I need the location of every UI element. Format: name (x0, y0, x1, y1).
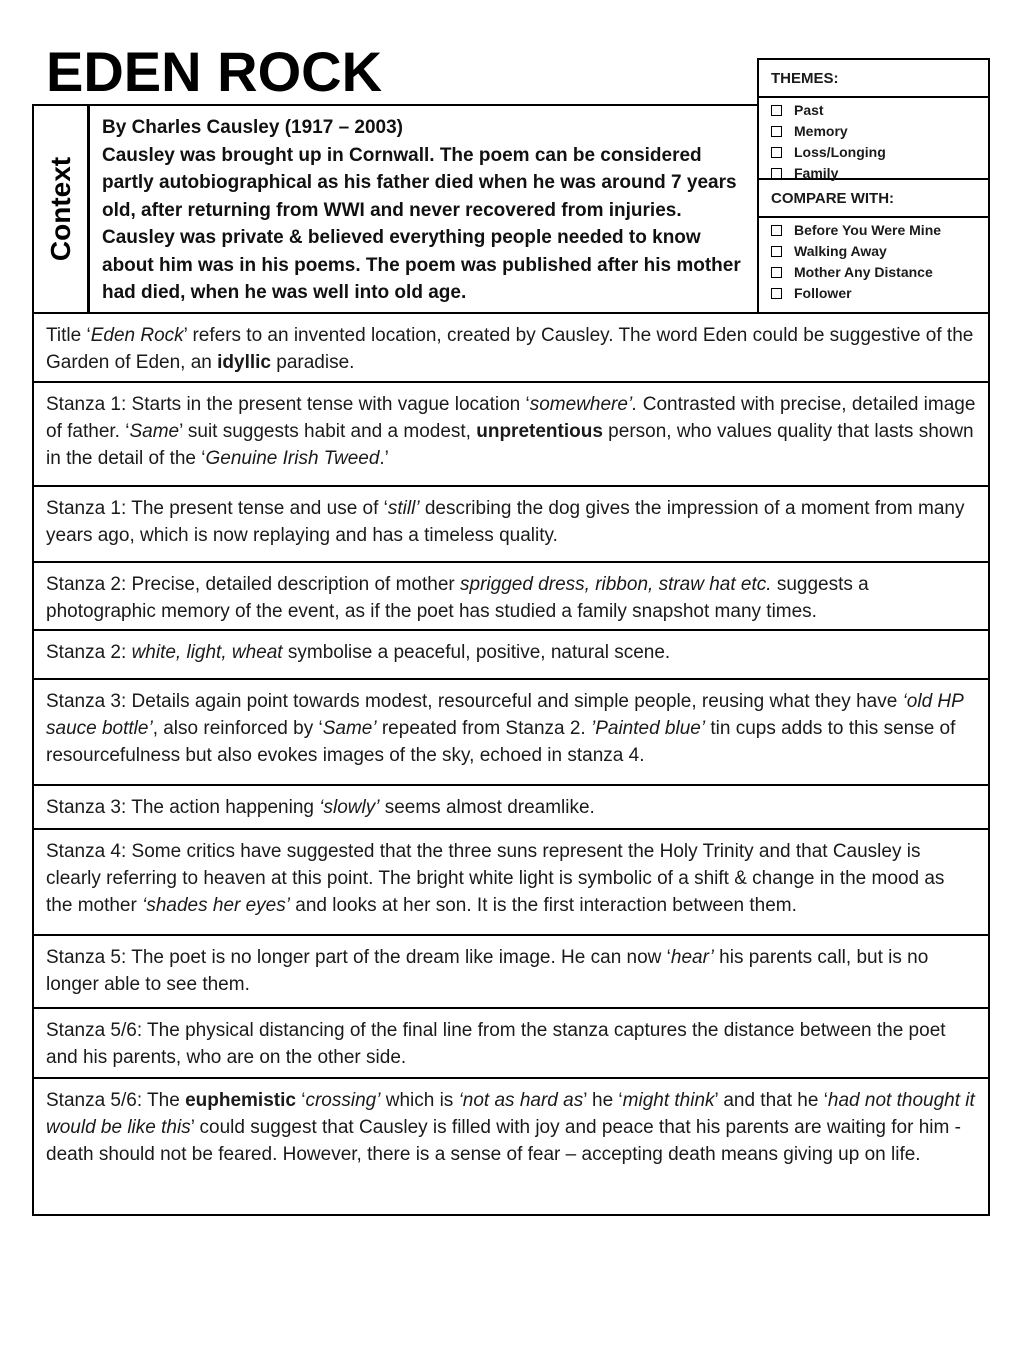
context-label: Context (44, 156, 76, 262)
note-row (34, 936, 988, 1009)
note-text: seems almost dreamlike. (379, 797, 595, 818)
theme-item (771, 121, 988, 142)
note-text: Stanza 5/6: The physical distancing of the final line from the stanza captures the distance between the poet and his parents, who are on the other side. (46, 1020, 951, 1068)
note-emphasis: ‘slowly’ (319, 797, 380, 818)
theme-item (771, 142, 988, 163)
note-text: .’ (379, 448, 389, 469)
note-text: repeated from Stanza 2. (376, 718, 591, 739)
note-text: ’ could suggest that Causley is filled with joy and peace that his parents are waiting for him - death should not be feared. However, there is a sense of fear – accepting death means giving up on life. (46, 1117, 967, 1165)
notes-table (32, 312, 990, 1216)
note-text: his parents call, but is no longer able to see them. (46, 947, 934, 995)
checkbox-icon (771, 225, 782, 236)
note-emphasis: crossing’ (305, 1090, 381, 1111)
note-emphasis: still’ (387, 498, 420, 519)
note-row (34, 1009, 988, 1079)
checkbox-icon (771, 267, 782, 278)
note-row (34, 830, 988, 936)
compare-label: Mother Any Distance (794, 264, 933, 280)
note-emphasis: hear’ (670, 947, 714, 968)
compare-item (771, 262, 988, 283)
note-text: symbolise a peaceful, positive, natural scene. (282, 642, 671, 663)
checkbox-icon (771, 126, 782, 137)
note-text: person, who values quality that lasts shown in the detail of the ‘ (46, 421, 979, 469)
note-emphasis: Same (129, 421, 180, 442)
note-row (34, 487, 988, 563)
note-text: Contrasted with precise, detailed image of father. ‘ (46, 394, 981, 442)
compare-label: Before You Were Mine (794, 222, 942, 238)
themes-heading: THEMES: (759, 60, 988, 98)
note-emphasis: ‘not as hard as (458, 1090, 584, 1111)
theme-label: Loss/Longing (794, 144, 886, 160)
note-emphasis: Same’ (322, 718, 377, 739)
note-emphasis: might think (622, 1090, 715, 1111)
context-box (88, 104, 759, 312)
note-text: ’ and that he ‘ (714, 1090, 828, 1111)
note-emphasis: ‘shades her eyes’ (142, 895, 290, 916)
note-text: Stanza 3: Details again point towards modest, resourceful and simple people, reusing what they have (46, 691, 903, 712)
note-text: ’ refers to an invented location, created by Causley. The word Eden could be suggestive of the Garden of Eden, an (46, 325, 979, 373)
checkbox-icon (771, 147, 782, 158)
checkbox-icon (771, 105, 782, 116)
note-text: Stanza 2: (46, 642, 132, 663)
note-text: Stanza 3: The action happening (46, 797, 320, 818)
note-emphasis: had not thought it would be like this (46, 1090, 981, 1138)
compare-label: Follower (794, 285, 852, 301)
note-text: Stanza 5: The poet is no longer part of the dream like image. He can now ‘ (46, 947, 671, 968)
note-text: ’ suit suggests habit and a modest, (179, 421, 477, 442)
note-emphasis: ’Painted blue’ (590, 718, 706, 739)
note-row (34, 383, 988, 487)
theme-label: Past (794, 102, 824, 118)
compare-label: Walking Away (794, 243, 887, 259)
note-row (34, 631, 988, 680)
note-text: , also reinforced by ‘ (152, 718, 323, 739)
note-row (34, 314, 988, 383)
note-text: Stanza 1: The present tense and use of ‘ (46, 498, 388, 519)
note-text: Stanza 5/6: The (46, 1090, 186, 1111)
note-text: ‘ (295, 1090, 306, 1111)
theme-label: Memory (794, 123, 848, 139)
note-keyword: euphemistic (185, 1090, 296, 1111)
note-text: describing the dog gives the impression of a moment from many years ago, which is now replaying and has a timeless quality. (46, 498, 970, 546)
note-keyword: idyllic (217, 352, 271, 373)
sidebar-panel (757, 58, 990, 312)
note-emphasis: white, light, wheat (131, 642, 283, 663)
checkbox-icon (771, 288, 782, 299)
context-label-box (32, 104, 89, 312)
note-row (34, 563, 988, 631)
note-text: Stanza 4: Some critics have suggested that the three suns represent the Holy Trinity and that Causley is clearly referring to heaven at this point. The bright white light is symbolic of a shift & change in the mood as the mother (46, 841, 950, 916)
note-text: tin cups adds to this sense of resourcefulness but also evokes images of the sky, echoed in stanza 4. (46, 718, 961, 766)
note-row (34, 1079, 988, 1216)
note-text: ’ he ‘ (583, 1090, 623, 1111)
note-emphasis: somewhere’. (529, 394, 638, 415)
context-byline: By Charles Causley (1917 – 2003) (102, 117, 404, 138)
note-emphasis: Eden Rock (90, 325, 184, 346)
checkbox-icon (771, 168, 782, 179)
note-text: paradise. (270, 352, 355, 373)
note-keyword: unpretentious (476, 421, 603, 442)
note-text: which is (380, 1090, 459, 1111)
context-text: Causley was brought up in Cornwall. The poem can be considered partly autobiographical as his father died when he was around 7 years old, after returning from WWI and never recovered from injuries. Causley was private & believed everything people needed to know about him was in his poems. The poem was published after his mother had died, when he was well into old age. (102, 144, 741, 303)
compare-list (759, 218, 988, 304)
theme-item (771, 100, 988, 121)
note-emphasis: Genuine Irish Tweed (205, 448, 380, 469)
note-text: and looks at her son. It is the first interaction between them. (289, 895, 797, 916)
note-text: suggests a photographic memory of the event, as if the poet has studied a family snapshot many times. (46, 574, 875, 622)
compare-heading: COMPARE WITH: (759, 180, 988, 218)
note-text: Stanza 2: Precise, detailed description of mother (46, 574, 461, 595)
note-emphasis: sprigged dress, ribbon, straw hat etc. (460, 574, 772, 595)
theme-label: Family (794, 165, 839, 181)
note-row (34, 680, 988, 786)
note-row (34, 786, 988, 830)
compare-item (771, 283, 988, 304)
page-title: EDEN ROCK (46, 40, 383, 103)
note-text: Title ‘ (46, 325, 91, 346)
compare-item (771, 241, 988, 262)
checkbox-icon (771, 246, 782, 257)
note-text: Stanza 1: Starts in the present tense with vague location ‘ (46, 394, 530, 415)
themes-list (759, 98, 988, 180)
note-emphasis: ‘old HP sauce bottle’ (46, 691, 969, 739)
compare-item (771, 220, 988, 241)
